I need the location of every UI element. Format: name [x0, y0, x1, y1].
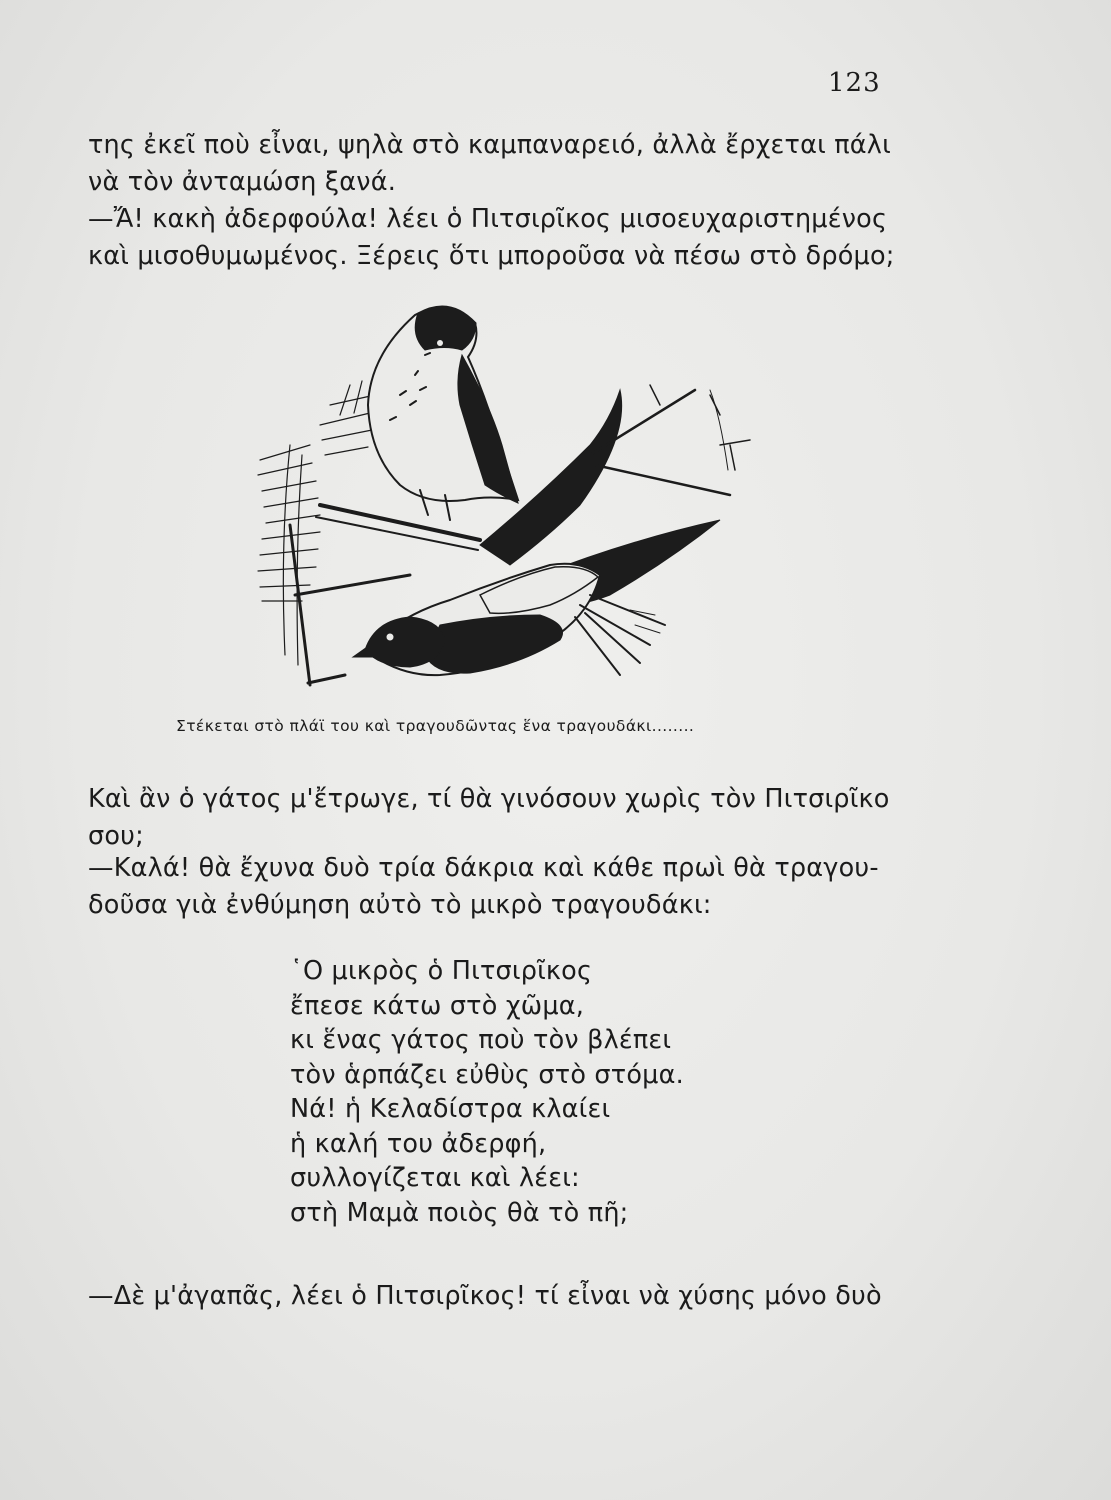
- poem-line: ῾Ο μικρὸς ὁ Πιτσιρῖκος: [290, 956, 593, 986]
- paragraph-2: [88, 201, 918, 275]
- figure-caption: Στέκεται στὸ πλάϊ του καὶ τραγουδῶντας ἕνα τραγουδάκι........: [176, 717, 695, 735]
- poem-line: ἡ καλή του ἀδερφή,: [290, 1128, 547, 1159]
- paragraph-line: —Καλά! θὰ ἔχυνα δυὸ τρία δάκρια καὶ κάθε πρωὶ θὰ τραγου-: [88, 853, 879, 883]
- poem-line: τὸν ἁρπάζει εὐθὺς στὸ στόμα.: [290, 1059, 684, 1090]
- paragraph-line: —Ἄ! κακὴ ἀδερφούλα! λέει ὁ Πιτσιρῖκος μισοευχαριστημένος: [88, 204, 888, 234]
- paragraph-line: Καὶ ἂν ὁ γάτος μ'ἔτρωγε, τί θὰ γινόσουν χωρὶς τὸν Πιτσιρῖκο: [88, 784, 890, 814]
- paragraph-line: —Δὲ μ'ἀγαπᾶς, λέει ὁ Πιτσιρῖκος! τί εἶναι νὰ χύσης μόνο δυὸ: [88, 1281, 882, 1311]
- poem-line: ἔπεσε κάτω στὸ χῶμα,: [290, 990, 585, 1021]
- poem-line: κι ἕνας γάτος ποὺ τὸν βλέπει: [290, 1025, 672, 1055]
- page-number: 123: [828, 68, 881, 98]
- swallows-illustration: [250, 295, 770, 700]
- poem-line: συλλογίζεται καὶ λέει:: [290, 1163, 580, 1193]
- paragraph-line: δοῦσα γιὰ ἐνθύμηση αὐτὸ τὸ μικρὸ τραγουδάκι:: [88, 890, 712, 920]
- paragraph-4: [88, 850, 918, 924]
- paragraph-line: νὰ τὸν ἀνταμώση ξανά.: [88, 167, 397, 197]
- hatching-background: [258, 379, 375, 665]
- poem-line: Νά! ἡ Κελαδίστρα κλαίει: [290, 1094, 611, 1124]
- paragraph-line: καὶ μισοθυμωμένος. Ξέρεις ὅτι μποροῦσα νὰ πέσω στὸ δρόμο;: [88, 241, 895, 271]
- paragraph-3: [88, 781, 918, 855]
- poem-line: στὴ Μαμὰ ποιὸς θὰ τὸ πῆ;: [290, 1197, 629, 1228]
- paragraph-1: [88, 127, 918, 201]
- poem-stanza: [290, 954, 684, 1230]
- paragraph-5: [88, 1278, 918, 1315]
- paragraph-line: σου;: [88, 821, 144, 851]
- paragraph-line: της ἐκεῖ ποὺ εἶναι, ψηλὰ στὸ καμπαναρειό, ἀλλὰ ἔρχεται πάλι: [88, 130, 891, 160]
- perched-swallow: [368, 306, 518, 520]
